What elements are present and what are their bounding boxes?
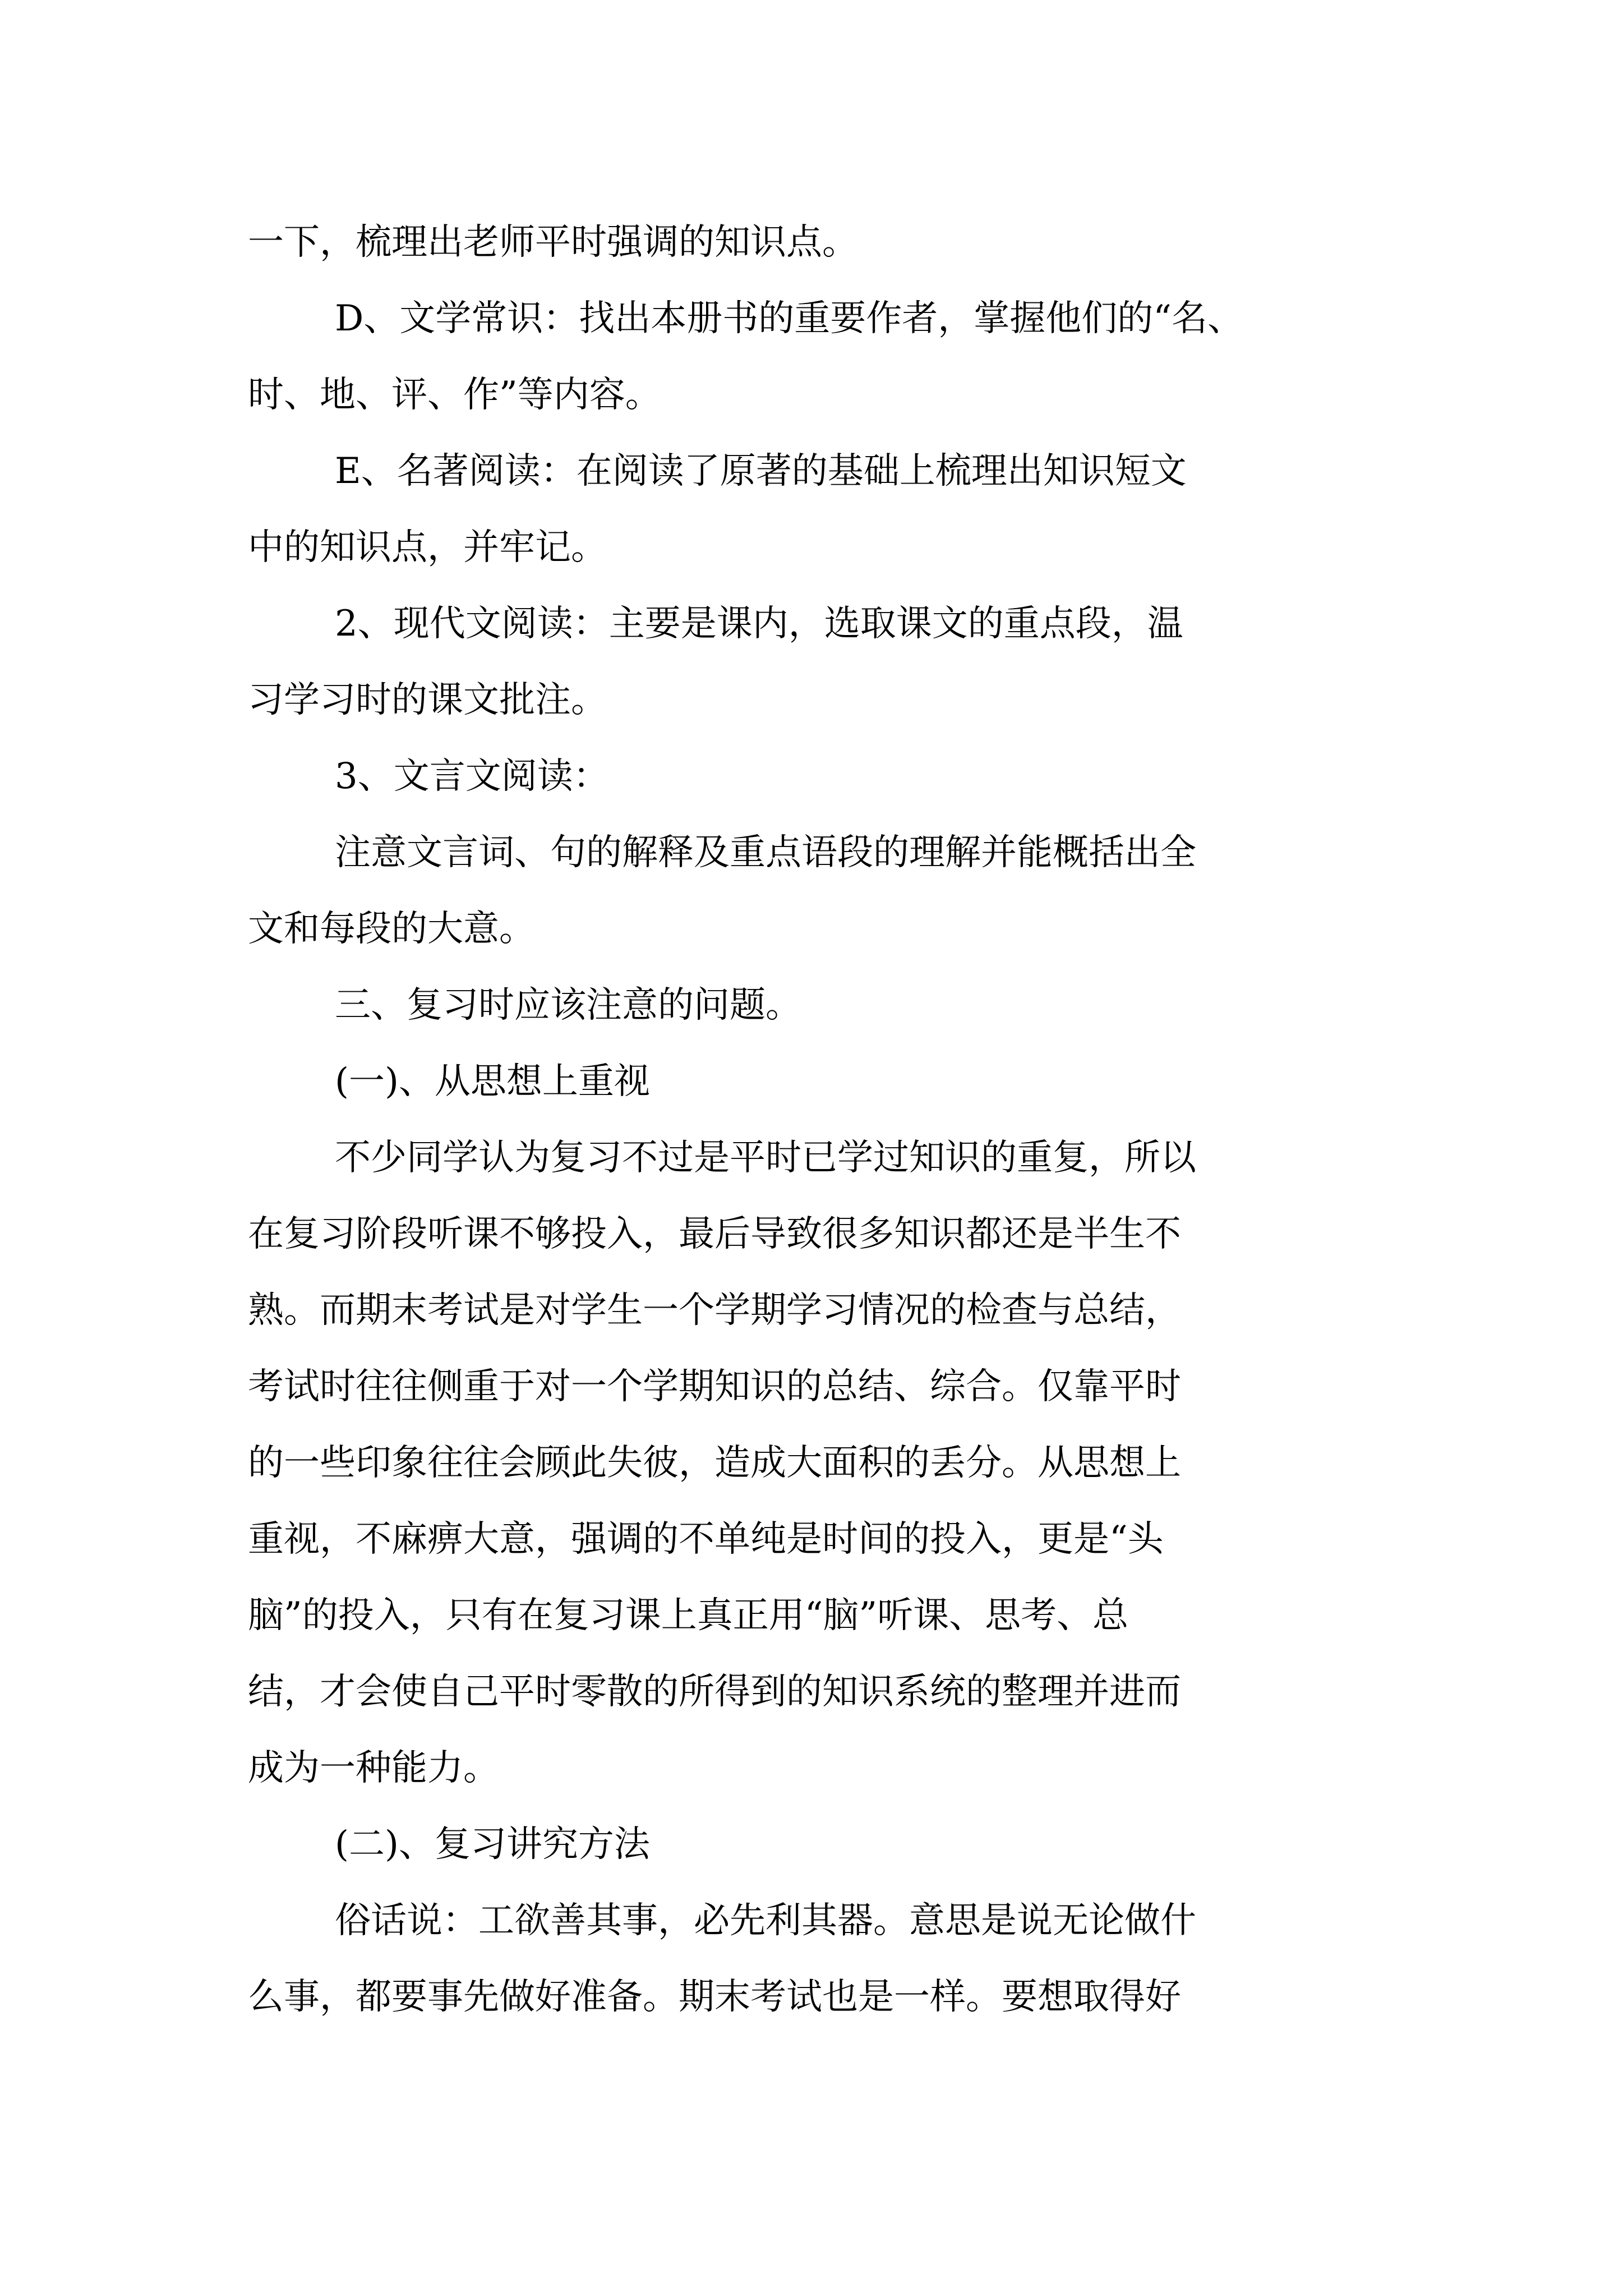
text-line: 不少同学认为复习不过是平时已学过知识的重复，所以	[335, 1137, 1196, 1179]
text-line: 2、现代文阅读：主要是课内，选取课文的重点段，温	[335, 603, 1183, 645]
text-line: 俗话说：工欲善其事，必先利其器。意思是说无论做什	[335, 1900, 1196, 1941]
text-line: 文和每段的大意。	[248, 908, 535, 950]
text-line: 考试时往往侧重于对一个学期知识的总结、综合。仅靠平时	[248, 1366, 1181, 1407]
text-line: 习学习时的课文批注。	[248, 679, 607, 721]
text-line: 成为一种能力。	[248, 1747, 499, 1789]
text-line: 的一些印象往往会顾此失彼，造成大面积的丢分。从思想上	[248, 1442, 1181, 1484]
text-line: 脑”的投入，只有在复习课上真正用“脑”听课、思考、总	[248, 1595, 1129, 1636]
text-line: E、名著阅读：在阅读了原著的基础上梳理出知识短文	[335, 450, 1187, 492]
text-line: D、文学常识：找出本册书的重要作者，掌握他们的“名、	[335, 298, 1244, 339]
text-line: 重视，不麻痹大意，强调的不单纯是时间的投入，更是“头	[248, 1519, 1164, 1560]
text-line: 注意文言词、句的解释及重点语段的理解并能概括出全	[335, 832, 1196, 873]
text-line: 三、复习时应该注意的问题。	[335, 984, 801, 1026]
text-line: (一)、从思想上重视	[335, 1061, 650, 1102]
text-line: (二)、复习讲究方法	[335, 1824, 650, 1865]
text-line: 时、地、评、作”等内容。	[248, 374, 661, 416]
text-line: 3、文言文阅读：	[335, 756, 609, 797]
text-line: 在复习阶段听课不够投入，最后导致很多知识都还是半生不	[248, 1213, 1181, 1255]
text-line: 一下，梳理出老师平时强调的知识点。	[248, 222, 858, 263]
text-line: 结，才会使自己平时零散的所得到的知识系统的整理并进而	[248, 1671, 1181, 1713]
text-line: 么事，都要事先做好准备。期末考试也是一样。要想取得好	[248, 1976, 1181, 2018]
text-line: 中的知识点，并牢记。	[248, 527, 607, 568]
text-line: 熟。而期末考试是对学生一个学期学习情况的检查与总结，	[248, 1290, 1181, 1331]
